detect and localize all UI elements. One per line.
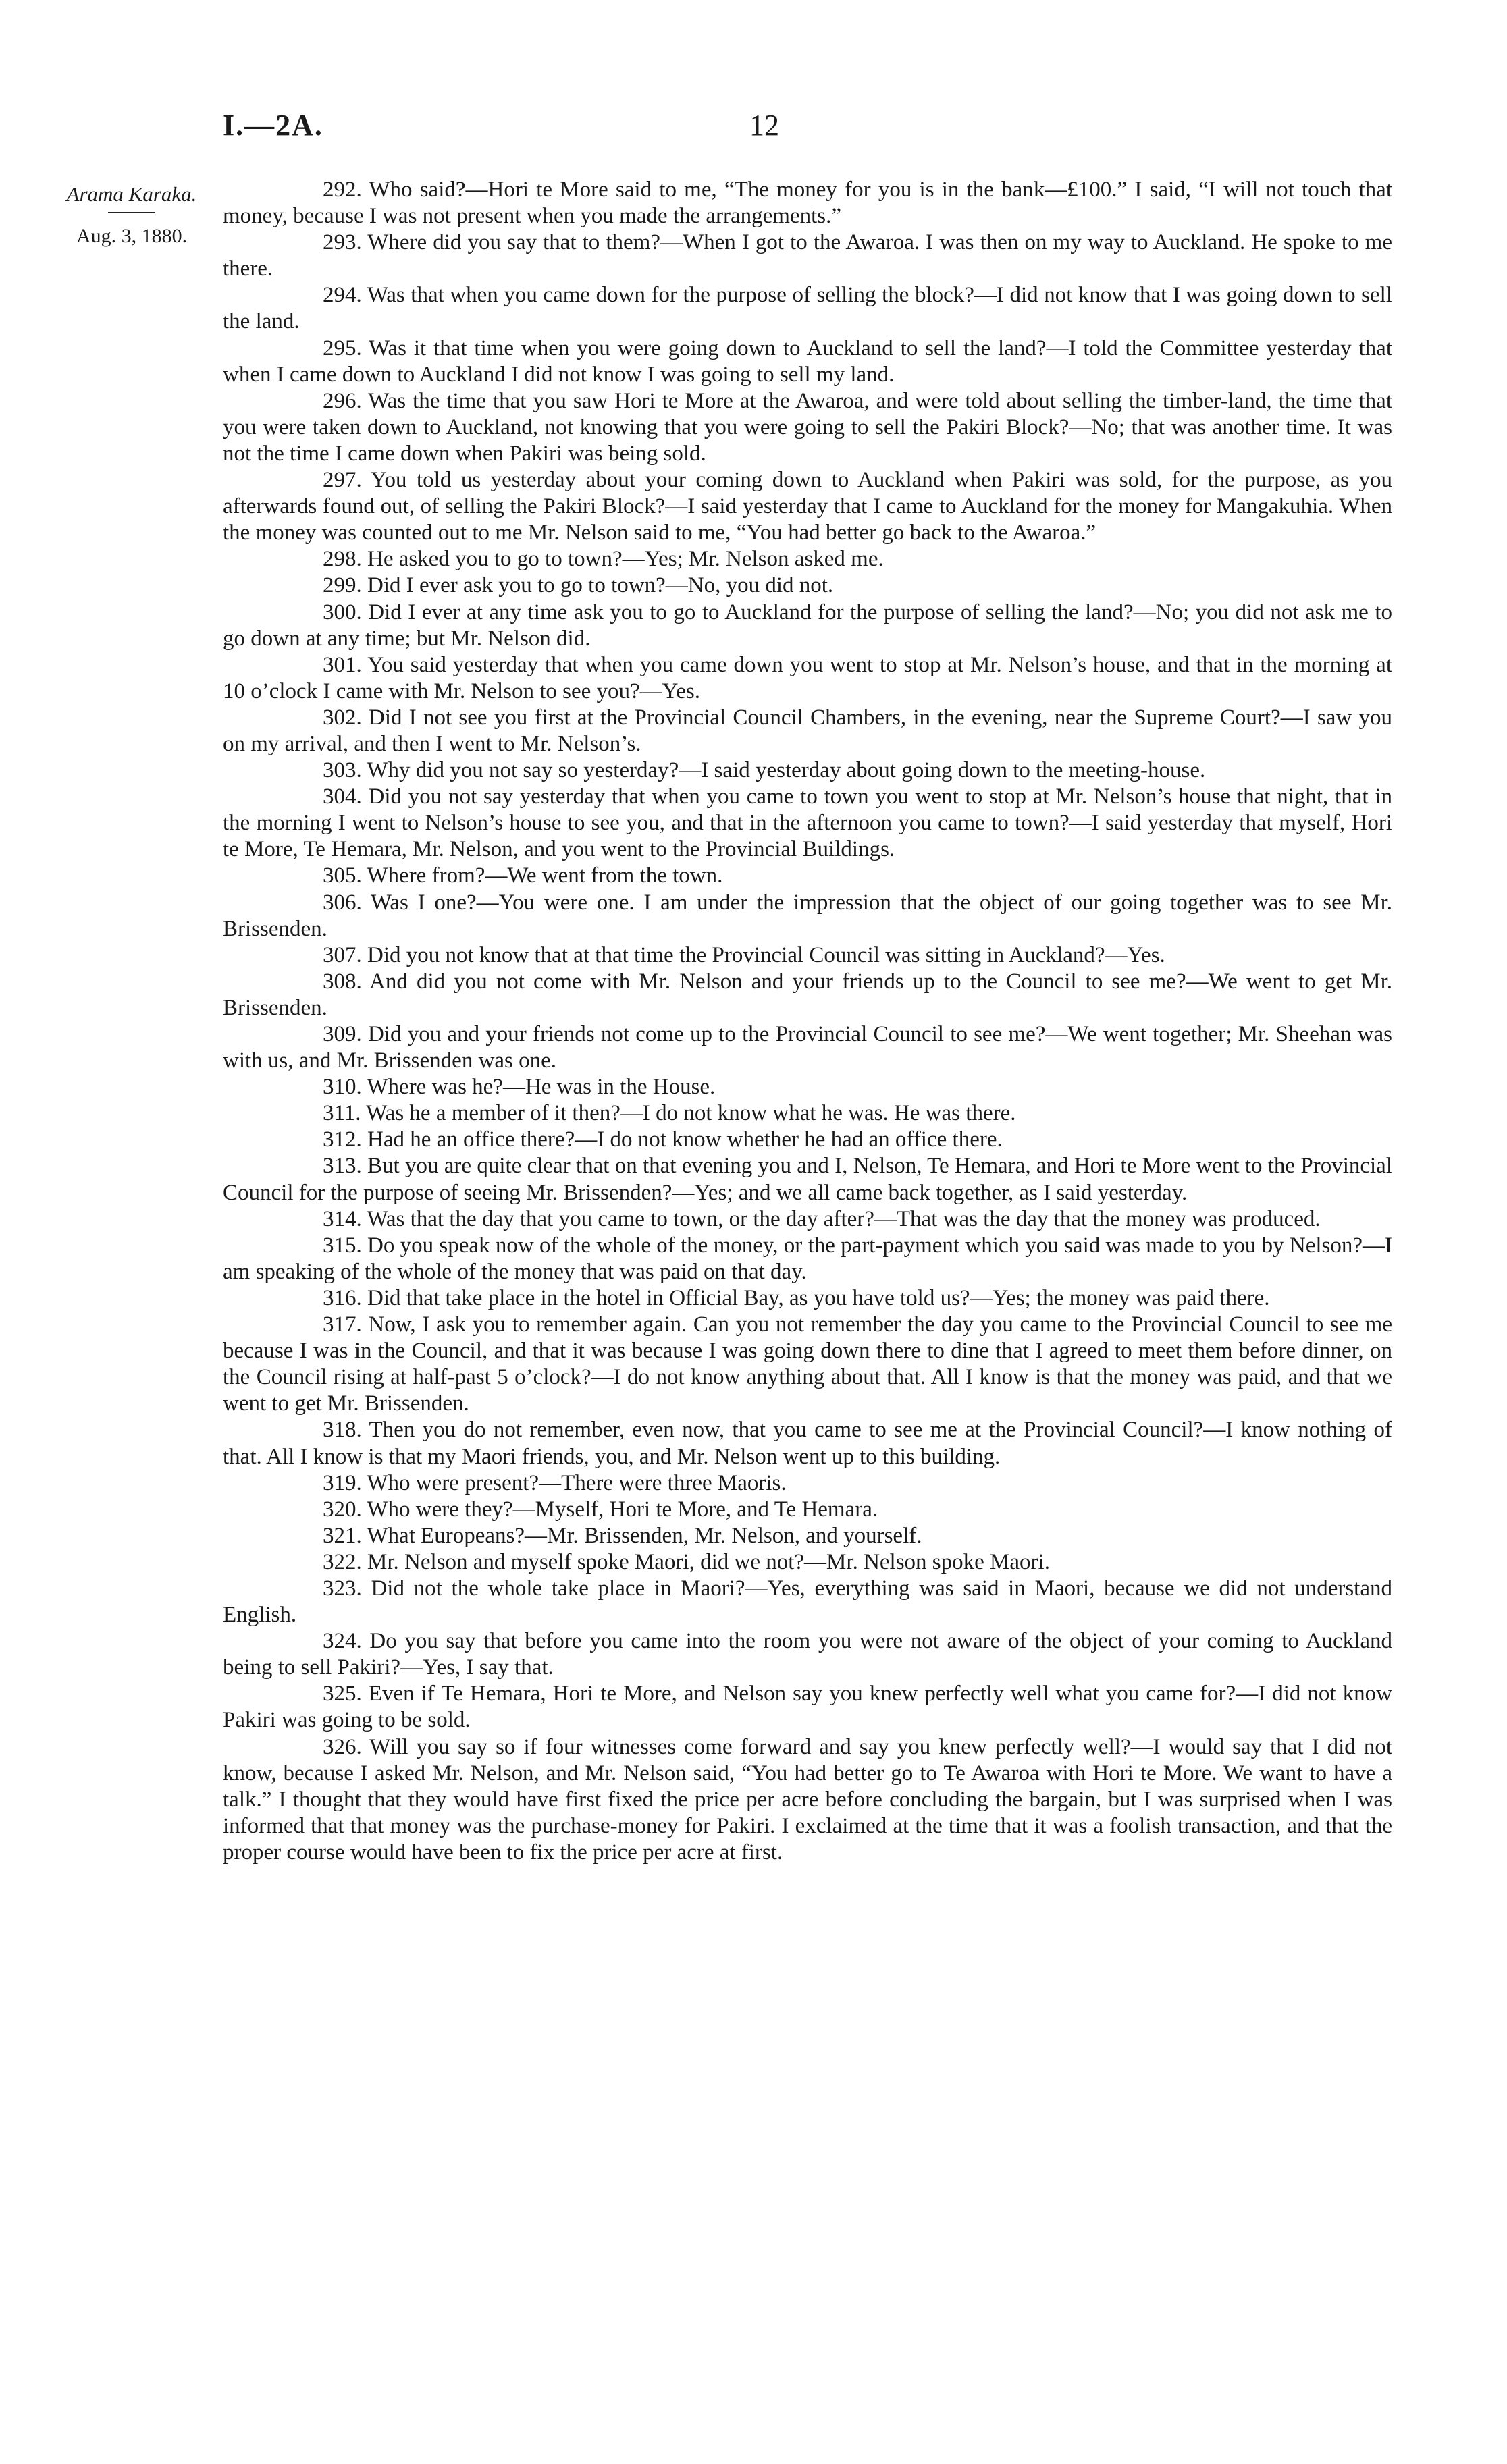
question-paragraph: 320. Who were they?—Myself, Hori te More, and Te Hemara. xyxy=(323,1497,878,1522)
question-paragraph: 317. Now, I ask you to remember again. Can you not remember the day you came to the Provincial Council to see me because I was in the Council, and that it was because I was going down there to dine that I agreed to meet them before dinner, on the Council rising at half-past 5 o’clock?—I do not know anything about that. All I know is that the money was paid, and that we went to get Mr. Brissenden. xyxy=(223,1312,1392,1416)
question-paragraph: 301. You said yesterday that when you came down you went to stop at Mr. Nelson’s house, and that in the morning at 10 o’clock I came with Mr. Nelson to see you?—Yes. xyxy=(223,652,1392,703)
question-paragraph: 319. Who were present?—There were three Maoris. xyxy=(323,1470,787,1495)
question-paragraph: 321. What Europeans?—Mr. Brissenden, Mr. Nelson, and yourself. xyxy=(323,1523,922,1548)
witness-name: Arama Karaka. xyxy=(66,182,197,206)
question-paragraph: 307. Did you not know that at that time the Provincial Council was sitting in Auckland?—Yes. xyxy=(323,942,1165,967)
question-paragraph: 313. But you are quite clear that on that evening you and I, Nelson, Te Hemara, and Hori te More went to the Provincial Council for the purpose of seeing Mr. Brissenden?—Yes; and we all came back together, as I said yesterday. xyxy=(223,1154,1392,1205)
question-paragraph: 325. Even if Te Hemara, Hori te More, and Nelson say you knew perfectly well what you came for?—I did not know Pakiri was going to be sold. xyxy=(223,1682,1392,1733)
question-paragraph: 312. Had he an office there?—I do not know whether he had an office there. xyxy=(323,1127,1003,1152)
question-paragraph: 310. Where was he?—He was in the House. xyxy=(323,1075,716,1100)
question-paragraph: 298. He asked you to go to town?—Yes; Mr. Nelson asked me. xyxy=(323,547,884,572)
question-paragraph: 304. Did you not say yesterday that when you came to town you went to stop at Mr. Nelson’s house that night, that in the morning I went to Nelson’s house to see you, and that in the afternoon you came to town?—I said yesterday that myself, Hori te More, Te Hemara, Mr. Nelson, and you went to the Provincial Buildings. xyxy=(223,784,1392,862)
question-paragraph: 314. Was that the day that you came to town, or the day after?—That was the day that the money was produced. xyxy=(323,1206,1321,1231)
question-paragraph: 316. Did that take place in the hotel in Official Bay, as you have told us?—Yes; the money was paid there. xyxy=(323,1285,1270,1310)
testimony-body xyxy=(223,177,1392,1866)
question-paragraph: 293. Where did you say that to them?—When I got to the Awaroa. I was then on my way to Auckland. He spoke to me there. xyxy=(223,230,1392,282)
margin-note xyxy=(51,181,213,249)
question-paragraph: 323. Did not the whole take place in Maori?—Yes, everything was said in Maori, because we did not understand English. xyxy=(223,1576,1392,1628)
question-paragraph: 295. Was it that time when you were going down to Auckland to sell the land?—I told the Committee yesterday that when I came down to Auckland I did not know I was going to sell my land. xyxy=(223,336,1392,387)
question-paragraph: 326. Will you say so if four witnesses come forward and say you knew perfectly well?—I would say that I did not know, because I asked Mr. Nelson, and Mr. Nelson said, “You had better go to Te Awaroa with Hori te More. We want to have a talk.” I thought that they would have first fixed the price per acre before concluding the bargain, but I was surprised when I was informed that that money was the purchase-money for Pakiri. I exclaimed at the time that it was a foolish transaction, and that the proper course would have been to fix the price per acre at first. xyxy=(223,1734,1392,1865)
question-paragraph: 303. Why did you not say so yesterday?—I said yesterday about going down to the meeting-house. xyxy=(323,758,1206,783)
question-paragraph: 309. Did you and your friends not come up to the Provincial Council to see me?—We went together; Mr. Sheehan was with us, and Mr. Brissenden was one. xyxy=(223,1022,1392,1073)
question-paragraph: 300. Did I ever at any time ask you to go to Auckland for the purpose of selling the land?—No; you did not ask me to go down at any time; but Mr. Nelson did. xyxy=(223,599,1392,651)
question-paragraph: 306. Was I one?—You were one. I am under the impression that the object of our going together was to see Mr. Brissenden. xyxy=(223,890,1392,941)
page-header xyxy=(223,108,1317,149)
question-paragraph: 292. Who said?—Hori te More said to me, “The money for you is in the bank—£100.” I said, “I will not touch that money, because I was not present when you made the arrangements.” xyxy=(223,178,1392,229)
paper-reference: I.—2A. xyxy=(223,109,323,142)
question-paragraph: 305. Where from?—We went from the town. xyxy=(323,863,723,888)
question-paragraph: 296. Was the time that you saw Hori te More at the Awaroa, and were told about selling the timber-land, the time that you were taken down to Auckland, not knowing that you were going to sell the Pakiri Block?—No; that was another time. It was not the time I came down when Pakiri was being sold. xyxy=(223,388,1392,466)
question-paragraph: 308. And did you not come with Mr. Nelson and your friends up to the Council to see me?—We went to get Mr. Brissenden. xyxy=(223,969,1392,1020)
question-paragraph: 299. Did I ever ask you to go to town?—No, you did not. xyxy=(323,573,834,598)
margin-divider xyxy=(108,212,155,219)
question-paragraph: 302. Did I not see you first at the Provincial Council Chambers, in the evening, near the Supreme Court?—I saw you on my arrival, and then I went to Mr. Nelson’s. xyxy=(223,705,1392,756)
page-number: 12 xyxy=(749,109,779,142)
question-paragraph: 318. Then you do not remember, even now, that you came to see me at the Provincial Council?—I know nothing of that. All I know is that my Maori friends, you, and Mr. Nelson went up to this building. xyxy=(223,1418,1392,1469)
question-paragraph: 294. Was that when you came down for the purpose of selling the block?—I did not know that I was going down to sell the land. xyxy=(223,283,1392,334)
question-paragraph: 311. Was he a member of it then?—I do not know what he was. He was there. xyxy=(323,1101,1016,1126)
testimony-date: Aug. 3, 1880. xyxy=(76,225,188,248)
question-paragraph: 322. Mr. Nelson and myself spoke Maori, did we not?—Mr. Nelson spoke Maori. xyxy=(323,1549,1050,1574)
question-paragraph: 315. Do you speak now of the whole of the money, or the part-payment which you said was made to you by Nelson?—I am speaking of the whole of the money that was paid on that day. xyxy=(223,1233,1392,1284)
question-paragraph: 297. You told us yesterday about your coming down to Auckland when Pakiri was sold, for the purpose, as you afterwards found out, of selling the Pakiri Block?—I said yesterday that I came to Auckland for the money for Mangakuhia. When the money was counted out to me Mr. Nelson said to me, “You had better go back to the Awaroa.” xyxy=(223,468,1392,545)
question-paragraph: 324. Do you say that before you came into the room you were not aware of the object of your coming to Auckland being to sell Pakiri?—Yes, I say that. xyxy=(223,1629,1392,1680)
